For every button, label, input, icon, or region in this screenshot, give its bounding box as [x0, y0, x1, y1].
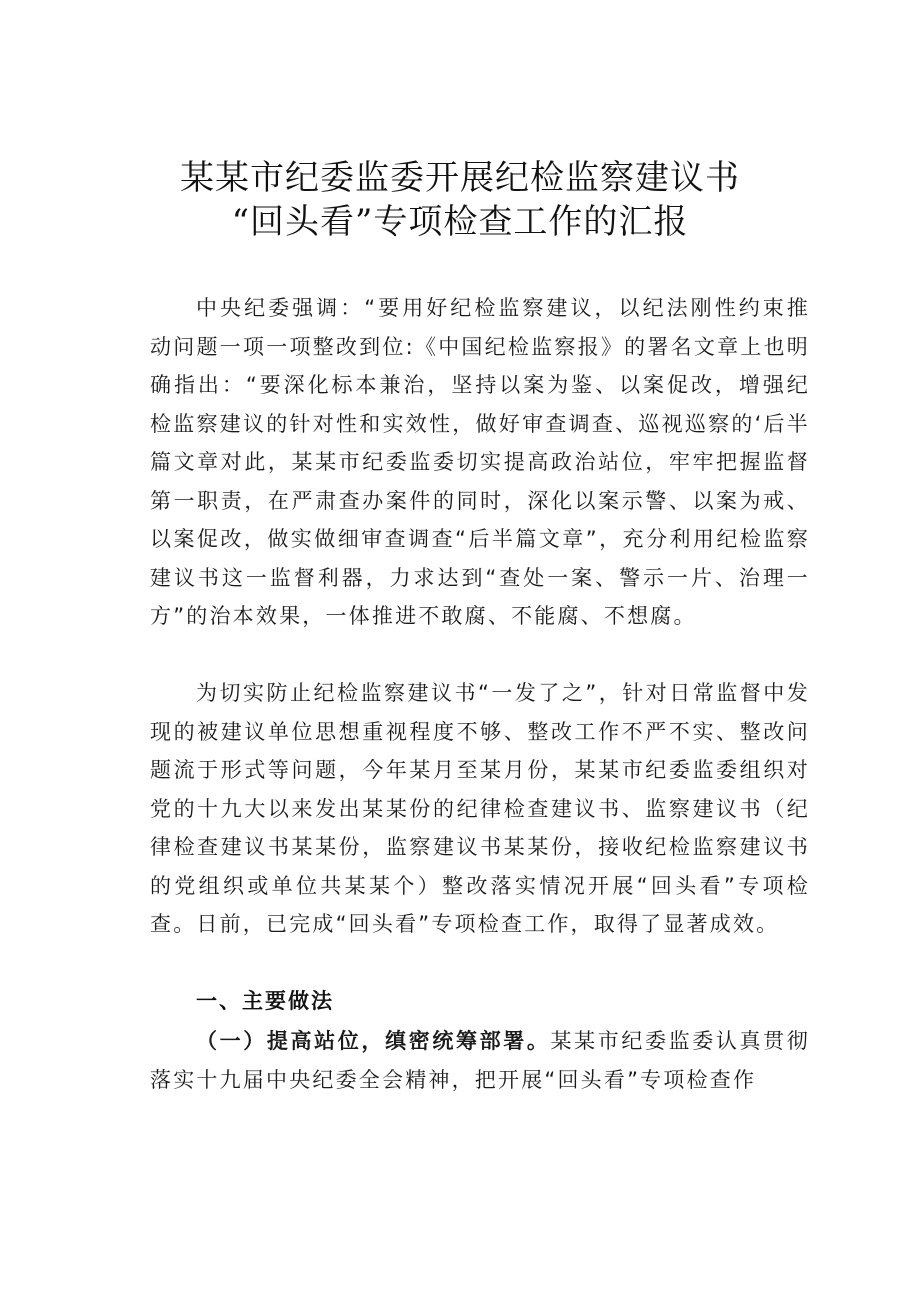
document-title-line-2: “回头看”专项检查工作的汇报 — [231, 202, 689, 242]
paragraph-2: 为切实防止纪检监察建议书“一发了之”，针对日常监督中发现的被建议单位思想重视程度不够、整改工作不严不实、整改问题流于形式等问题，今年某月至某月份，某某市纪委监委组织对党的十九大以来发出某某份的纪律检查建议书、监察建议书（纪律检查建议书某某份，监察建议书某某份，接收纪检监察建议书的党组织或单位共某某个）整改落实情况开展“回头看”专项检查。日前，已完成“回头看”专项检查工作，取得了显著成效。 — [150, 681, 810, 936]
paragraph-3-lead: （一）提高站位，缜密统筹部署。 — [196, 1029, 551, 1053]
paragraph-1: 中央纪委强调：“要用好纪检监察建议，以纪法刚性约束推动问题一项一项整改到位:《中国纪检监察报》的署名文章上也明确指出：“要深化标本兼治，坚持以案为鉴、以案促改，增强纪检监察建议的针对性和实效性，做好审查调查、巡视巡察的‘后半篇文章对此，某某市纪委监委切实提高政治站位，牢牢把握监督第一职责，在严肃查办案件的同时，深化以案示警、以案为戒、以案促改，做实做细审查调查“后半篇文章”，充分利用纪检监察建议书这一监督利器，力求达到“查处一案、警示一片、治理一方”的治本效果，一体推进不敢腐、不能腐、不想腐。 — [150, 296, 810, 628]
paragraph-2-block — [150, 674, 810, 944]
paragraph-3-text: 某某市纪委监委认真贯彻落实十九届中央纪委全会精神，把开展“回头看”专项检查作 — [150, 1029, 811, 1092]
paragraph-1-block — [150, 289, 810, 636]
paragraph-3 — [150, 1022, 810, 1099]
document-title-line-1: 某某市纪委监委开展纪检监察建议书 — [180, 158, 740, 198]
section-heading: 一、主要做法 — [196, 989, 334, 1013]
paragraph-3-block — [150, 1022, 810, 1099]
